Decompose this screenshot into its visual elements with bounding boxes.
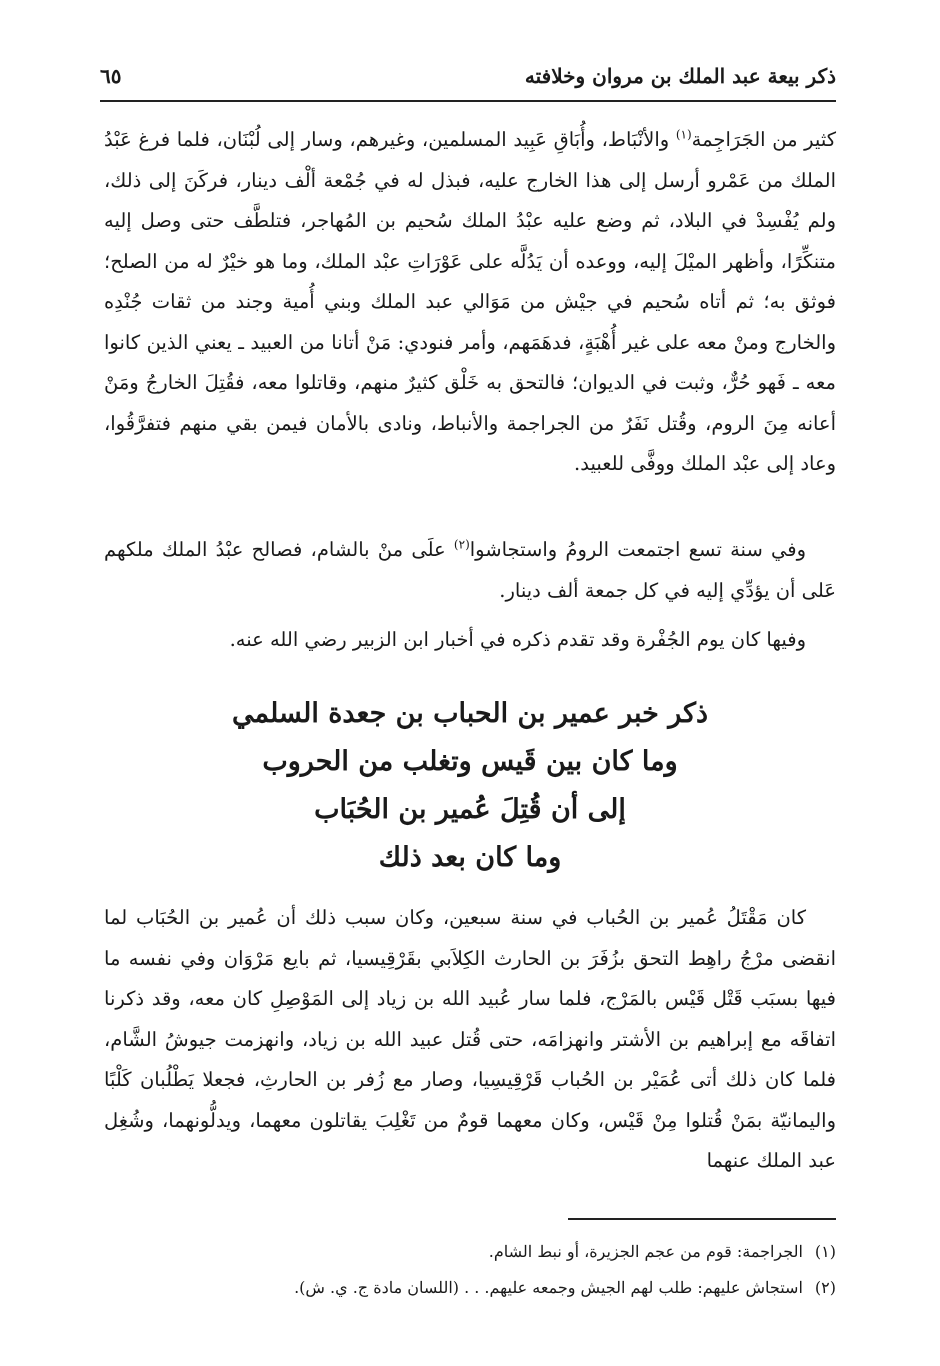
intro-paragraph <box>104 120 836 485</box>
intro-text-a: كثير من الجَرَاجِمة <box>691 128 836 151</box>
section-title-line-2: وما كان بين قَيس وتغلب من الحروب <box>262 746 678 777</box>
footnote-1 <box>104 1234 836 1270</box>
footnote-ref-2[interactable]: (٢) <box>453 537 470 552</box>
running-head: ذكر بيعة عبد الملك بن مروان وخلافته <box>524 64 836 88</box>
footnote-rule <box>568 1218 836 1220</box>
main-paragraph <box>104 898 836 1182</box>
third-text: وفيها كان يوم الجُفْرة وقد تقدم ذكره في أخبار ابن الزبير رضي الله عنه. <box>229 628 806 651</box>
section-title <box>104 690 836 882</box>
footnote-number: (٢) <box>814 1278 836 1297</box>
section-title-line-4: وما كان بعد ذلك <box>378 842 562 873</box>
footnote-ref-1[interactable]: (١) <box>675 127 692 142</box>
section-title-line-3: إلى أن قُتِلَ عُمير بن الحُبَاب <box>314 794 626 825</box>
second-paragraph <box>104 530 836 611</box>
footnotes <box>104 1234 836 1306</box>
page-number: ٦٥ <box>100 64 122 88</box>
page-header <box>100 60 836 96</box>
footnote-text: الجراجمة: قوم من عجم الجزيرة، أو نبط الشام. <box>488 1242 803 1261</box>
footnote-2 <box>104 1270 836 1306</box>
second-text-a: وفي سنة تسع اجتمعت الرومُ واستجاشوا <box>469 538 807 561</box>
intro-text-b: والأنْبَاط، وأُبَاقِ عَبِيد المسلمين، وغيرهم، وسار إلى لُبْنَان، فلما فرغ عَبْدُ الملك من عَمْرو أرسل إلى هذا الخارج عليه، فبذل له في جُمْعة ألْف دينار، فركَنَ إلى ذلك، ولم يُفْسِدْ في البلاد، ثم وضع عليه عبْدُ الملك سُحيم بن المُهاجر، فتلطَّف حتى وصل إليه متنكِّرًا، وأظهر الميْلَ إليه، ووعده أن يَدُلَّه على عَوْرَاتِ عبْد الملك، وما هو خيْرٌ له من الصلح؛ فوثق به؛ ثم أتاه سُحيم في جيْش من مَوَالي عبد الملك وبني أُمية وجند من ثقات جُنْدِه والخارج ومنْ معه على غير أُهْبَةٍ، فدهَمَهم، وأمر فنودي: مَنْ أتانا من العبيد ـ يعني الذين كانوا معه ـ فَهو حُرٌّ، وثبت في الديوان؛ فالتحق به خَلْق كثيرٌ منهم، وقاتلوا معه، فقُتِلَ الخارجُ ومَنْ أعانه مِنَ الروم، وقُتل نَفَرٌ من الجراجمة والأنباط، ونادى بالأمان فيمن بقي منهم فتفرَّقُوا، وعاد إلى عبْد الملك ووفَّى للعبيد. <box>104 128 836 475</box>
second-text-b: علَى منْ بالشام، فصالح عبْدُ الملك ملكهم عَلى أن يؤدِّي إليه في كل جمعة ألف دينار. <box>104 538 836 602</box>
main-text: كان مَقْتَلُ عُمير بن الحُباب في سنة سبعين، وكان سبب ذلك أن عُمير بن الحُبَاب لما انقضى مرْجُ راهِط التحق بزُفَرَ بن الحارث الكِلاَبي بقَرْقِيسيا، ثم بايع مَرْوَان وفي نفسه ما فيها بسبَب قَتْل قَيْس بالمَرْج، فلما سار عُبيد الله بن زياد إلى المَوْصِلِ كان معه، وقد ذكرنا اتفاقَه مع إبراهيم بن الأشتر وانهزامَه، حتى قُتل عبيد الله بن زياد، وانهزمت جيوشُ الشَّام، فلما كان ذلك أتى عُمَيْر بن الحُباب قَرْقِيسِيا، وصار مع زُفر بن الحارثِ، فجعلا يَطْلُبان كَلْبًا واليمانيّة بمَنْ قُتلوا مِنْ قَيْس، وكان معهما قومٌ من تَغْلِبَ يقاتلون معهما، ويدلُّونهما، وشُغِل عبد الملك عنهما <box>104 906 836 1172</box>
footnote-text: استجاش عليهم: طلب لهم الجيش وجمعه عليهم. . . (اللسان مادة ج. ي. ش). <box>294 1278 803 1297</box>
section-title-line-1: ذكر خبر عمير بن الحباب بن جعدة السلمي <box>231 698 709 729</box>
header-rule <box>100 100 836 102</box>
footnote-number: (١) <box>814 1242 836 1261</box>
third-paragraph <box>104 620 836 661</box>
